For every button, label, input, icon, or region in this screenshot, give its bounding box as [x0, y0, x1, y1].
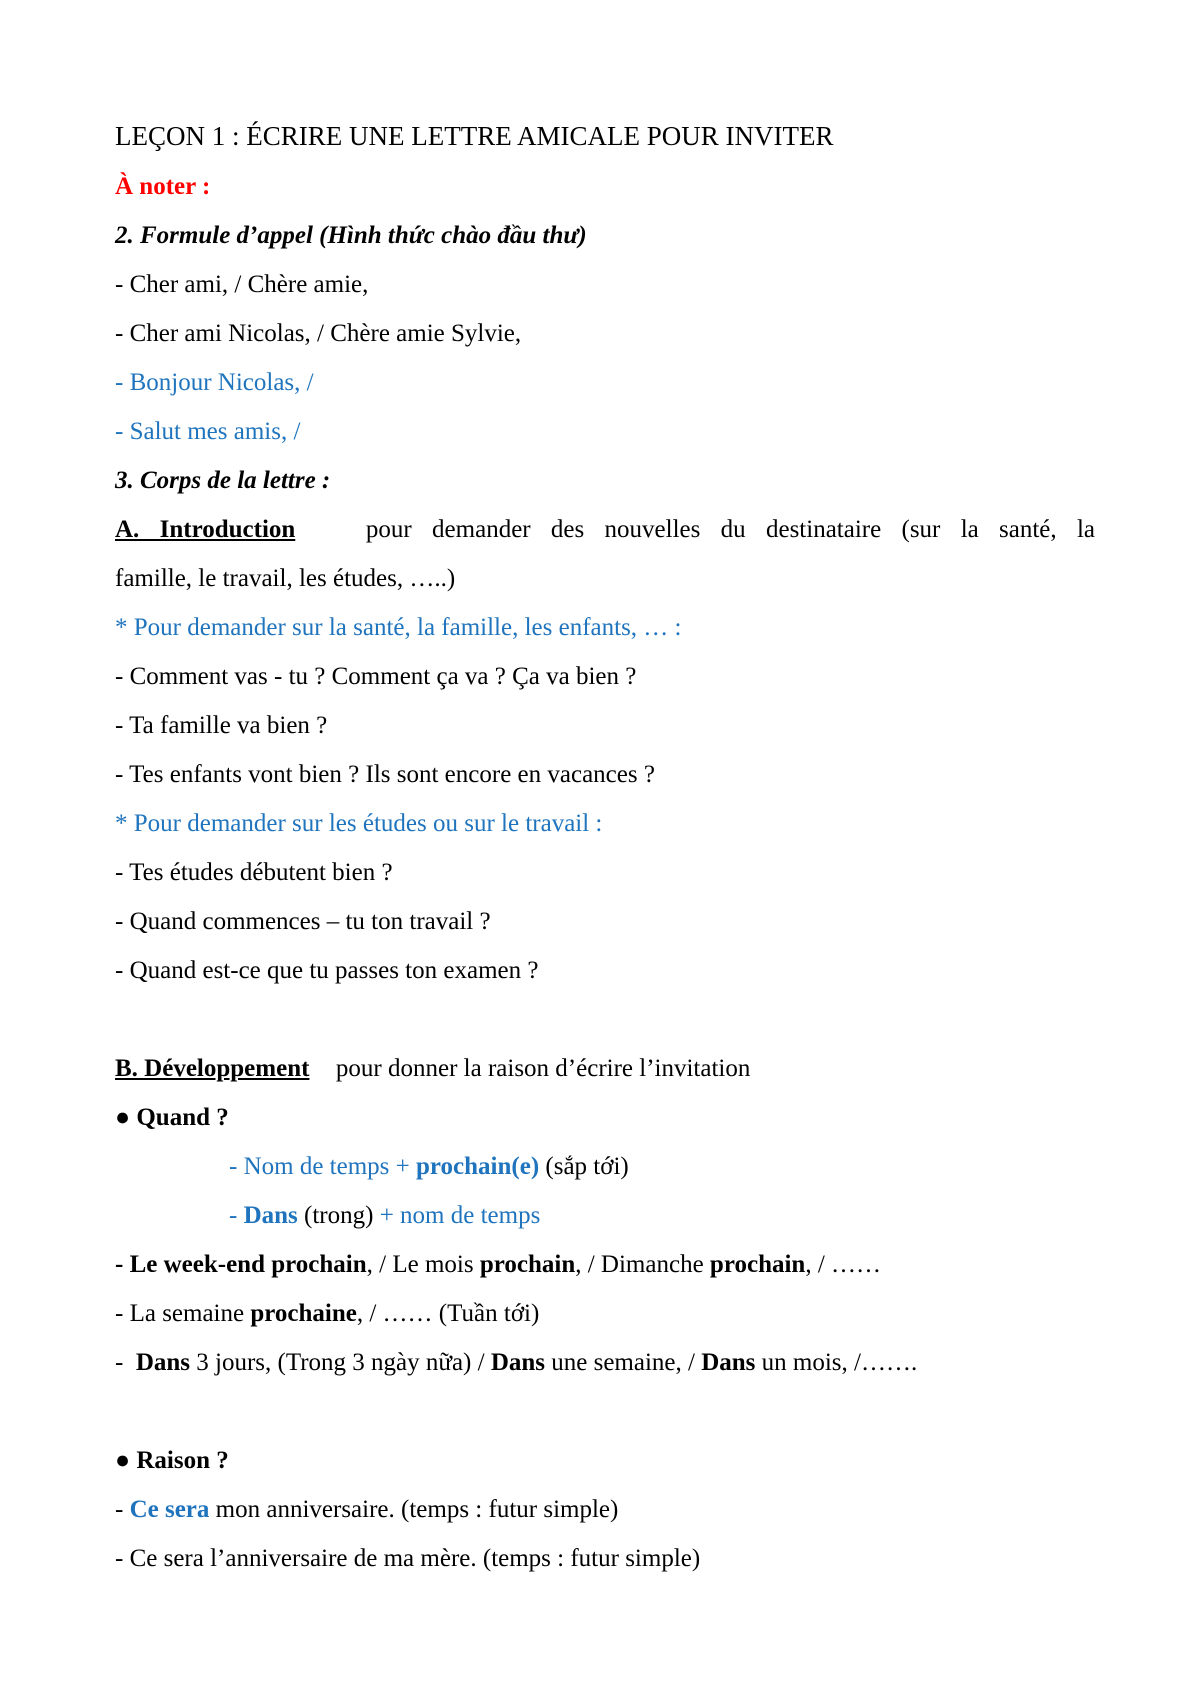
question-item: - Ta famille va bien ?	[115, 712, 328, 739]
rule-dans	[115, 1191, 1095, 1240]
salutation-item: - Cher ami, / Chère amie,	[115, 271, 369, 298]
raison-example	[115, 1485, 1095, 1534]
example-text: - La semaine	[115, 1300, 251, 1327]
example-prochain	[115, 1240, 1095, 1289]
question-item: - Quand commences – tu ton travail ?	[115, 908, 491, 935]
subheading-studies: * Pour demander sur les études ou sur le travail :	[115, 810, 603, 837]
raison-label: ● Raison ?	[115, 1447, 229, 1474]
example-text: , / …… (Tuần tới)	[356, 1300, 540, 1327]
note-label: À noter :	[115, 173, 211, 200]
development-label: B. Développement	[115, 1055, 310, 1082]
introduction-paragraph	[115, 505, 1095, 554]
example-text: une semaine, /	[545, 1349, 702, 1376]
example-keyword: Dans	[135, 1349, 191, 1376]
development-text: pour donner la raison d’écrire l’invitation	[335, 1055, 751, 1082]
example-text: mon anniversaire. (temps : futur simple)	[209, 1496, 619, 1523]
example-prochaine	[115, 1289, 1095, 1338]
example-text: , / Dimanche	[575, 1251, 710, 1278]
example-text: un mois, /…….	[755, 1349, 918, 1376]
salutation-item: - Bonjour Nicolas, /	[115, 369, 314, 396]
salutation-item: - Salut mes amis, /	[115, 418, 301, 445]
example-keyword: Dans	[490, 1349, 546, 1376]
spacer	[115, 1387, 1095, 1436]
example-keyword: prochain	[479, 1251, 576, 1278]
example-text: - Le week-end	[115, 1251, 272, 1278]
rule-text: + nom de temps	[379, 1202, 541, 1229]
development-paragraph	[115, 1044, 1095, 1093]
example-keyword: prochain	[709, 1251, 806, 1278]
document-page	[115, 110, 1095, 1583]
introduction-text: pour demander des nouvelles du destinataire (sur la santé, la	[365, 516, 1096, 543]
example-text: -	[115, 1349, 136, 1376]
rule-text: -	[229, 1202, 244, 1229]
lesson-title: LEÇON 1 : ÉCRIRE UNE LETTRE AMICALE POUR INVITER	[115, 121, 834, 151]
rule-translation: (sắp tới)	[539, 1153, 629, 1180]
introduction-label: A. Introduction	[115, 516, 296, 543]
section-3-heading: 3. Corps de la lettre :	[115, 467, 331, 494]
subheading-health: * Pour demander sur la santé, la famille, les enfants, … :	[115, 614, 682, 641]
example-dans	[115, 1338, 1095, 1387]
raison-example: - Ce sera l’anniversaire de ma mère. (temps : futur simple)	[115, 1545, 701, 1572]
example-keyword: Ce sera	[129, 1496, 210, 1523]
example-text: -	[115, 1496, 130, 1523]
spacer	[115, 995, 1095, 1044]
question-item: - Quand est-ce que tu passes ton examen ?	[115, 957, 539, 984]
rule-translation: (trong)	[297, 1202, 380, 1229]
question-item: - Comment vas - tu ? Comment ça va ? Ça va bien ?	[115, 663, 637, 690]
rule-keyword: prochain(e)	[416, 1153, 540, 1180]
rule-prochain	[115, 1142, 1095, 1191]
question-item: - Tes études débutent bien ?	[115, 859, 393, 886]
rule-text: - Nom de temps +	[229, 1153, 416, 1180]
salutation-item: - Cher ami Nicolas, / Chère amie Sylvie,	[115, 320, 522, 347]
example-text: 3 jours, (Trong 3 ngày nữa) /	[190, 1349, 491, 1376]
section-2-heading: 2. Formule d’appel (Hình thức chào đầu thư)	[115, 222, 587, 249]
rule-keyword: Dans	[243, 1202, 298, 1229]
example-text: , / Le mois	[366, 1251, 480, 1278]
example-keyword: prochaine	[250, 1300, 357, 1327]
quand-label: ● Quand ?	[115, 1104, 229, 1131]
example-keyword: prochain	[271, 1251, 367, 1278]
example-text: , / ……	[805, 1251, 882, 1278]
introduction-text-cont: famille, le travail, les études, …..)	[115, 565, 456, 592]
example-keyword: Dans	[701, 1349, 756, 1376]
question-item: - Tes enfants vont bien ? Ils sont encore en vacances ?	[115, 761, 655, 788]
